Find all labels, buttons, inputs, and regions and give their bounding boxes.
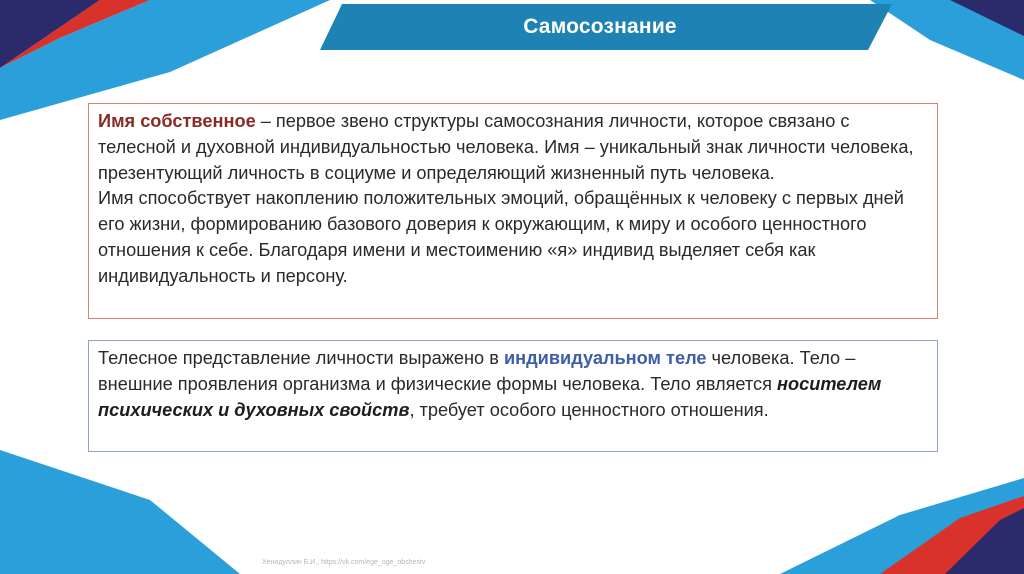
title-area — [0, 0, 1024, 60]
bottom-left-blue-band — [0, 450, 240, 574]
name-definition-box — [88, 103, 938, 319]
body-text-start: Телесное представление личности выражено в — [98, 348, 504, 368]
paragraph-1 — [98, 109, 929, 186]
body-text-middle: человека. Тело – внешние проявления организма и физические формы человека. Тело является — [98, 348, 856, 394]
term-individual-body: индивидуальном теле — [503, 348, 707, 368]
body-paragraph — [98, 346, 929, 423]
slide-title: Самосознание — [523, 15, 677, 38]
body-text-end: , требует особого ценностного отношения. — [409, 399, 769, 420]
term-proper-name: Имя собственное — [98, 111, 256, 131]
footer-credit: Хенидуллин Б.И., https://vk.com/ege_oge_obshestv — [262, 559, 426, 566]
paragraph-1-text: – первое звено структуры самосознания личности, которое связано с телесной и духовной индивидуальностью человека. Имя – уникальный знак личности человека, презентующий личность в социуме и определяющий жизненный путь человека. — [98, 111, 914, 183]
term-carrier: носителем психических и духовных свойств — [98, 373, 882, 420]
paragraph-2: Имя способствует накоплению положительных эмоций, обращённых к человеку с первых дней его жизни, формированию базового доверия к окружающим, к миру и особого ценностного отношения к себе. Благодаря имени и местоимению «я» индивид выделяет себя как индивидуальность и персону. — [98, 188, 904, 286]
body-definition-box — [88, 340, 938, 452]
